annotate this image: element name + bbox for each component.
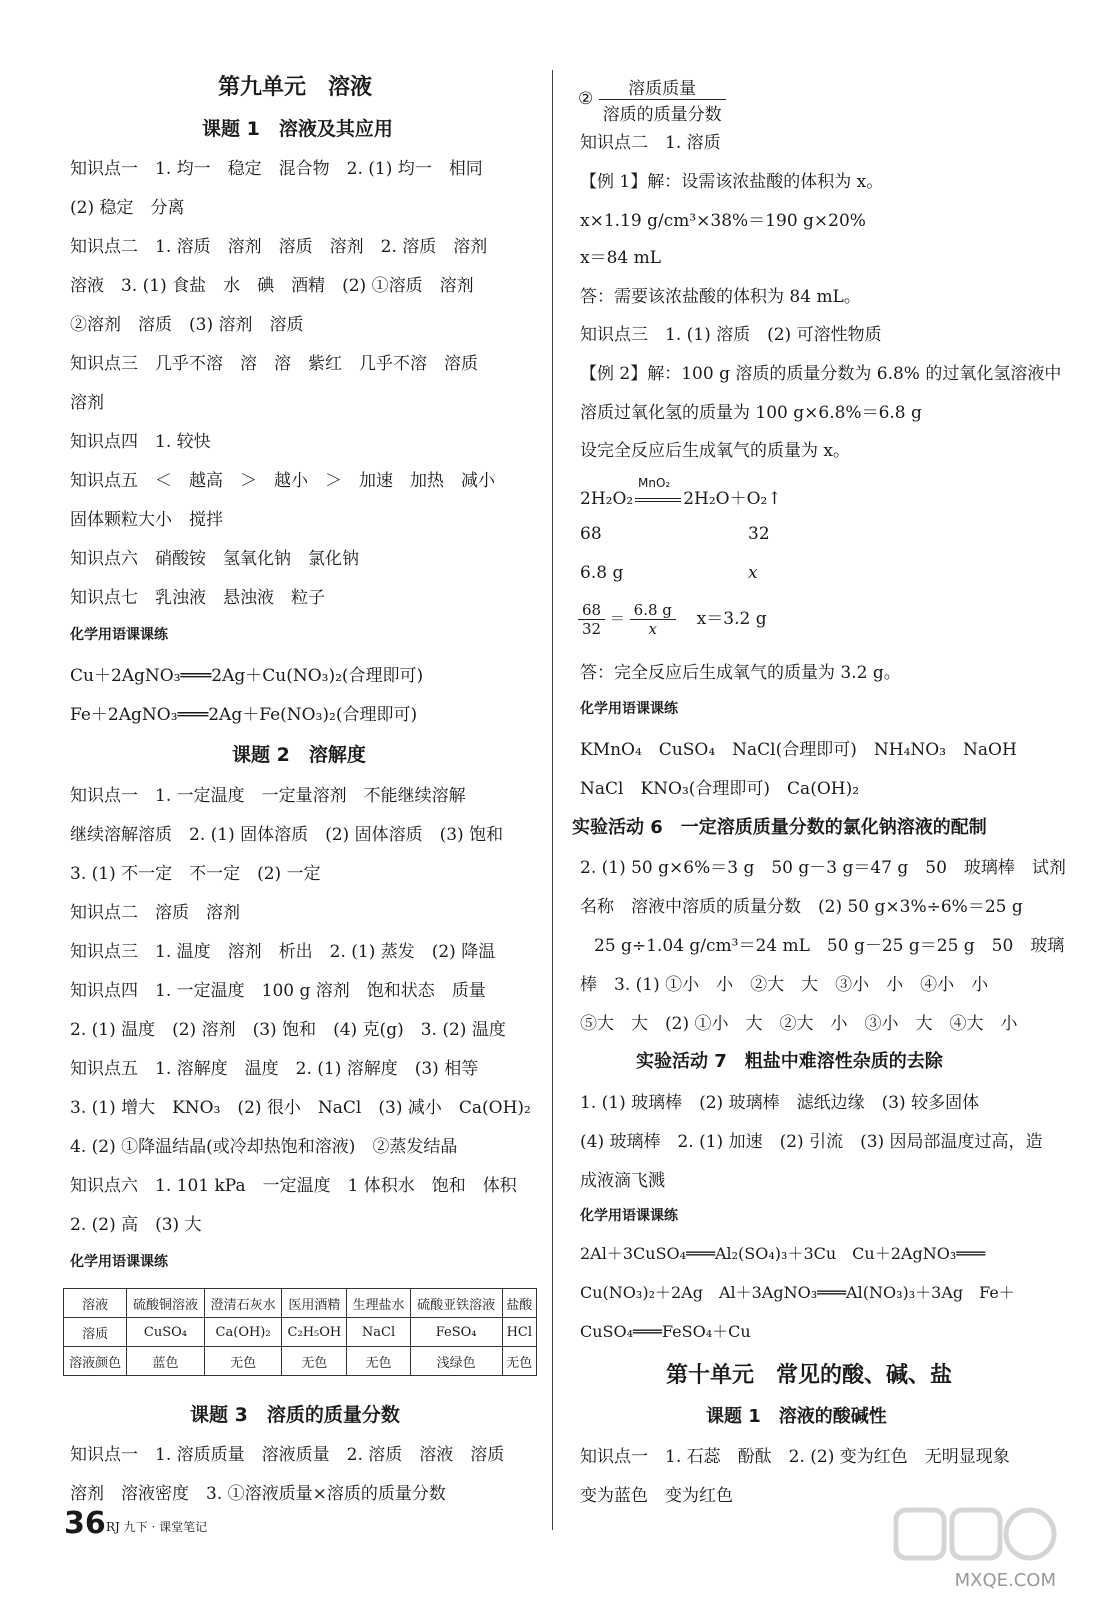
table-cell: 溶液颜色: [64, 1347, 127, 1376]
text-line: 继续溶解溶质 2. (1) 固体溶质 (2) 固体溶质 (3) 饱和: [70, 825, 504, 845]
fraction-numerator: 溶质质量: [599, 74, 726, 100]
text-line: 【例 2】解：100 g 溶质的质量分数为 6.8% 的过氧化氢溶液中: [580, 364, 1062, 384]
fraction-line: [578, 74, 726, 125]
text-line: x×1.19 g/cm³×38%＝190 g×20%: [580, 211, 866, 231]
text-line: 知识点三 1. 温度 溶剂 析出 2. (1) 蒸发 (2) 降温: [70, 942, 496, 962]
text-line: 25 g÷1.04 g/cm³＝24 mL 50 g－25 g＝25 g 50 玻璃: [594, 936, 1065, 956]
text-line: 知识点四 1. 较快: [70, 432, 211, 452]
reactant: 2H₂O₂: [580, 489, 634, 509]
lesson-title: 课题 1 溶液的酸碱性: [706, 1406, 887, 1427]
table-cell: Ca(OH)₂: [204, 1318, 282, 1347]
column-divider: [552, 70, 553, 1530]
text-line: 1. (1) 玻璃棒 (2) 玻璃棒 滤纸边缘 (3) 较多固体: [580, 1093, 980, 1113]
ratio-result: x＝3.2 g: [696, 608, 767, 629]
table-cell: HCl: [502, 1318, 536, 1347]
activity-title: 实验活动 6 一定溶质质量分数的氯化钠溶液的配制: [572, 817, 987, 838]
table-row: [64, 1289, 537, 1318]
text-line: 棒 3. (1) ①小 小 ②大 大 ③小 小 ④小 小: [580, 975, 989, 995]
table-row: [64, 1347, 537, 1376]
lesson-title: 课题 1 溶液及其应用: [202, 118, 393, 140]
equation-line: Cu＋2AgNO₃═══2Ag＋Cu(NO₃)₂(合理即可): [70, 666, 424, 686]
text-line: 4. (2) ①降温结晶(或冷却热饱和溶液) ②蒸发结晶: [70, 1137, 458, 1157]
fraction-numerator: 68: [578, 601, 605, 620]
table-cell: 盐酸: [502, 1289, 536, 1318]
circled-number: ②: [578, 89, 594, 109]
fraction-denominator: x: [648, 620, 658, 638]
page-number: 36: [64, 1506, 106, 1541]
page-footer: RJ 九下 · 课堂笔记: [106, 1520, 208, 1534]
text-line: 溶剂: [70, 393, 104, 413]
text-line: 知识点一 1. 石蕊 酚酞 2. (2) 变为红色 无明显现象: [580, 1447, 1010, 1467]
lesson-title: 课题 3 溶质的质量分数: [190, 1404, 400, 1426]
table-cell: 硫酸铜溶液: [127, 1289, 205, 1318]
text-line: 知识点三 几乎不溶 溶 溶 紫红 几乎不溶 溶质: [70, 354, 478, 374]
text-line: 知识点五 ＜ 越高 ＞ 越小 ＞ 加速 加热 减小: [70, 471, 495, 491]
equals-bar: [635, 498, 681, 502]
equation-line: Cu(NO₃)₂＋2Ag Al＋3AgNO₃═══Al(NO₃)₃＋3Ag Fe＋: [580, 1283, 1015, 1302]
section-subtitle: 化学用语课课练: [580, 1208, 678, 1224]
text-line: 2. (2) 高 (3) 大: [70, 1215, 202, 1235]
text-line: 答：完全反应后生成氧气的质量为 3.2 g。: [580, 663, 901, 683]
text-line: 知识点一 1. 一定温度 一定量溶剂 不能继续溶解: [70, 786, 466, 806]
table-cell: CuSO₄: [127, 1318, 205, 1347]
text-line: 溶剂 溶液密度 3. ①溶液质量×溶质的质量分数: [70, 1484, 446, 1504]
text-line: 2. (1) 50 g×6%＝3 g 50 g－3 g＝47 g 50 玻璃棒 试剂: [580, 858, 1066, 878]
ratio-line: [578, 601, 767, 638]
mass-label: x: [748, 563, 758, 583]
text-line: 溶质过氧化氢的质量为 100 g×6.8%＝6.8 g: [580, 403, 922, 423]
table-cell: NaCl: [347, 1318, 410, 1347]
solution-table: [63, 1288, 537, 1376]
text-line: (2) 稳定 分离: [70, 198, 185, 218]
text-line: 溶液 3. (1) 食盐 水 碘 酒精 (2) ①溶质 溶剂: [70, 276, 474, 296]
text-line: 知识点二 1. 溶质: [580, 133, 721, 153]
table-cell: 无色: [282, 1347, 347, 1376]
table-cell: 无色: [347, 1347, 410, 1376]
text-line: 答：需要该浓盐酸的体积为 84 mL。: [580, 287, 861, 307]
formula-line: KMnO₄ CuSO₄ NaCl(合理即可) NH₄NO₃ NaOH: [580, 740, 1017, 760]
table-cell: 无色: [502, 1347, 536, 1376]
text-line: 变为蓝色 变为红色: [580, 1486, 733, 1506]
text-line: 固体颗粒大小 搅拌: [70, 510, 223, 530]
text-line: 知识点七 乳浊液 悬浊液 粒子: [70, 588, 325, 608]
equation-line: CuSO₄═══FeSO₄＋Cu: [580, 1322, 751, 1341]
text-line: 知识点一 1. 溶质质量 溶液质量 2. 溶质 溶液 溶质: [70, 1445, 505, 1465]
text-line: 【例 1】解：设需该浓盐酸的体积为 x。: [580, 172, 884, 192]
table-row: [64, 1318, 537, 1347]
text-line: 知识点五 1. 溶解度 温度 2. (1) 溶解度 (3) 相等: [70, 1059, 479, 1079]
equation-line: 2Al＋3CuSO₄═══Al₂(SO₄)₃＋3Cu Cu＋2AgNO₃═══: [580, 1244, 986, 1263]
mass-label: 6.8 g: [580, 563, 624, 583]
reaction-equation: [580, 484, 782, 509]
fraction-numerator: 6.8 g: [630, 601, 676, 620]
section-subtitle: 化学用语课课练: [580, 701, 678, 717]
watermark-text: MXQE.COM: [954, 1570, 1056, 1591]
fraction: [599, 74, 726, 125]
text-line: 知识点二 溶质 溶剂: [70, 903, 240, 923]
section-subtitle: 化学用语课课练: [70, 1254, 168, 1270]
equation-line: Fe＋2AgNO₃═══2Ag＋Fe(NO₃)₂(合理即可): [70, 705, 418, 725]
equals-sign: ＝: [609, 609, 625, 628]
table-cell: 溶质: [64, 1318, 127, 1347]
table-cell: 硫酸亚铁溶液: [410, 1289, 502, 1318]
fraction: [578, 601, 605, 638]
text-line: 知识点三 1. (1) 溶质 (2) 可溶性物质: [580, 325, 882, 345]
fraction: [630, 601, 676, 638]
unit-title: 第九单元 溶液: [218, 75, 373, 100]
text-line: 3. (1) 增大 KNO₃ (2) 很小 NaCl (3) 减小 Ca(OH)₂: [70, 1098, 531, 1118]
text-line: 3. (1) 不一定 不一定 (2) 一定: [70, 864, 321, 884]
lesson-title: 课题 2 溶解度: [232, 744, 366, 766]
text-line: 知识点二 1. 溶质 溶剂 溶质 溶剂 2. 溶质 溶剂: [70, 237, 488, 257]
unit-title: 第十单元 常见的酸、碱、盐: [666, 1363, 953, 1388]
mass-label: 32: [748, 524, 770, 544]
table-cell: 无色: [204, 1347, 282, 1376]
text-line: 知识点六 硝酸铵 氢氧化钠 氯化钠: [70, 549, 359, 569]
table-cell: 医用酒精: [282, 1289, 347, 1318]
product: 2H₂O＋O₂↑: [683, 489, 782, 509]
table-cell: 澄清石灰水: [204, 1289, 282, 1318]
text-line: 知识点一 1. 均一 稳定 混合物 2. (1) 均一 相同: [70, 159, 483, 179]
catalyst-label: MnO₂: [638, 476, 671, 490]
section-subtitle: 化学用语课课练: [70, 627, 168, 643]
fraction-denominator: 32: [582, 620, 602, 638]
text-line: 知识点六 1. 101 kPa 一定温度 1 体积水 饱和 体积: [70, 1176, 517, 1196]
text-line: 成液滴飞溅: [580, 1171, 665, 1191]
activity-title: 实验活动 7 粗盐中难溶性杂质的去除: [636, 1051, 943, 1072]
text-line: 名称 溶液中溶质的质量分数 (2) 50 g×3%÷6%＝25 g: [580, 897, 1023, 917]
formula-line: NaCl KNO₃(合理即可) Ca(OH)₂: [580, 779, 860, 799]
table-cell: 溶液: [64, 1289, 127, 1318]
text-line: x＝84 mL: [580, 248, 662, 268]
mass-label: 68: [580, 524, 602, 544]
text-line: (4) 玻璃棒 2. (1) 加速 (2) 引流 (3) 因局部温度过高，造: [580, 1132, 1043, 1152]
table-cell: FeSO₄: [410, 1318, 502, 1347]
table-cell: 浅绿色: [410, 1347, 502, 1376]
table-cell: 生理盐水: [347, 1289, 410, 1318]
text-line: 设完全反应后生成氧气的质量为 x。: [580, 441, 850, 461]
text-line: 知识点四 1. 一定温度 100 g 溶剂 饱和状态 质量: [70, 981, 486, 1001]
table-cell: 蓝色: [127, 1347, 205, 1376]
table-cell: C₂H₅OH: [282, 1318, 347, 1347]
text-line: 2. (1) 温度 (2) 溶剂 (3) 饱和 (4) 克(g) 3. (2) 温度: [70, 1020, 506, 1040]
text-line: ②溶剂 溶质 (3) 溶剂 溶质: [70, 315, 304, 335]
text-line: ⑤大 大 (2) ①小 大 ②大 小 ③小 大 ④大 小: [580, 1014, 1018, 1034]
fraction-denominator: 溶质的质量分数: [602, 105, 722, 125]
